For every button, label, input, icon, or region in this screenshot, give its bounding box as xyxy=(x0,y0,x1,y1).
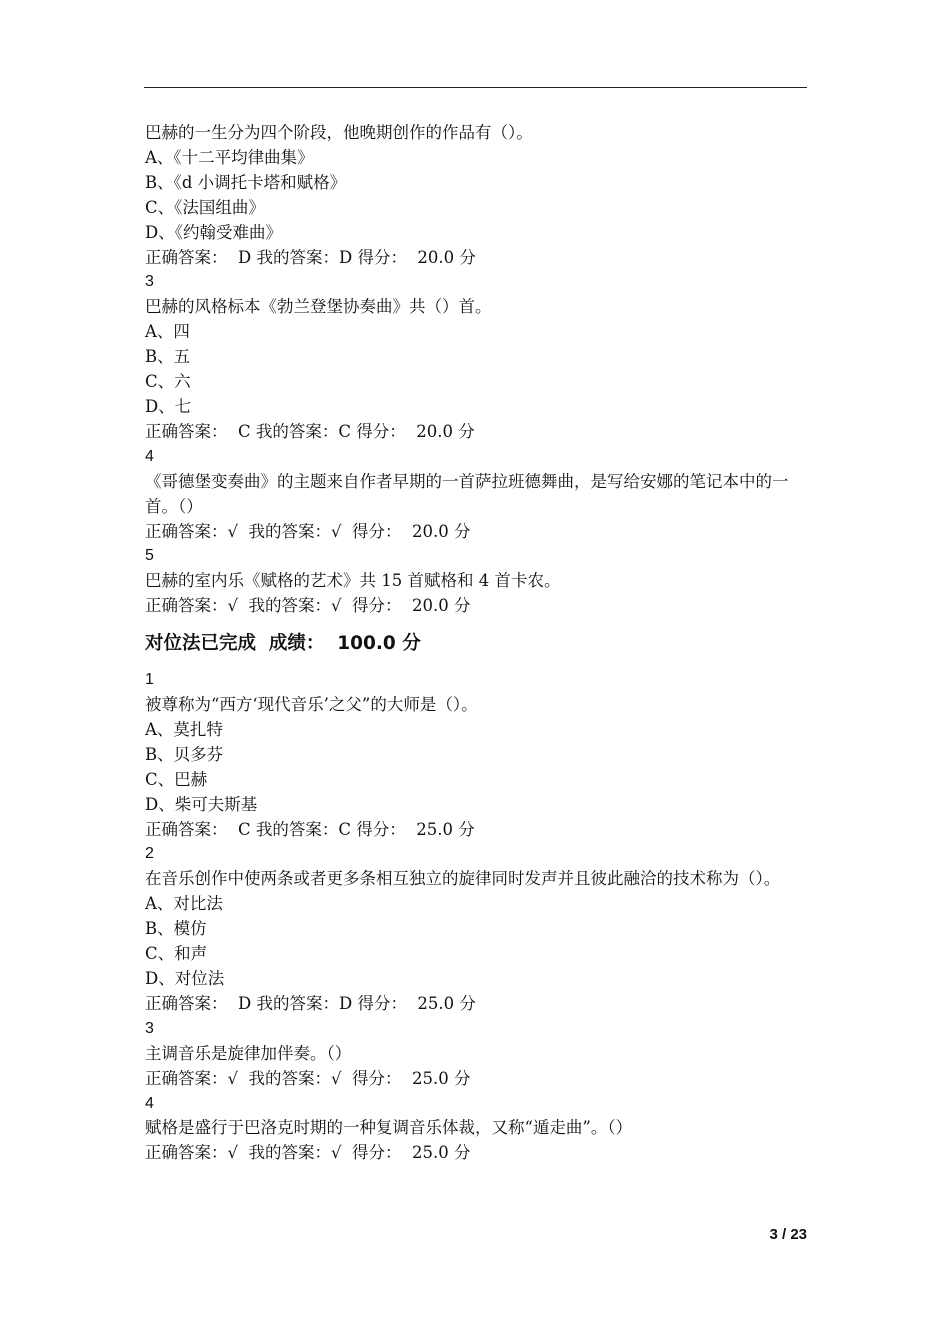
option-d: D、柴可夫斯基 xyxy=(145,794,258,814)
section-title: 对位法已完成 成绩： 100.0 分 xyxy=(145,633,421,655)
answer-line: 正确答案：√ 我的答案：√ 得分： 20.0 分 xyxy=(145,521,471,541)
option-b: B、贝多芬 xyxy=(145,744,224,764)
question-number: 4 xyxy=(145,447,154,465)
option-d: D、七 xyxy=(145,396,192,416)
header-rule xyxy=(144,87,807,88)
question-number: 2 xyxy=(145,845,154,863)
option-a: A、对比法 xyxy=(145,894,223,914)
option-d: D、对位法 xyxy=(145,969,225,988)
question-text: 巴赫的风格标本《勃兰登堡协奏曲》共（）首。 xyxy=(145,297,492,317)
question-text: 被尊称为“西方‘现代音乐’之父”的大师是（）。 xyxy=(145,695,478,715)
option-a: A、《十二平均律曲集》 xyxy=(145,147,314,167)
question-text: 巴赫的室内乐《赋格的艺术》共 15 首赋格和 4 首卡农。 xyxy=(145,571,561,591)
option-c: C、六 xyxy=(145,372,191,392)
answer-line: 正确答案： D 我的答案：D 得分： 20.0 分 xyxy=(145,247,476,267)
question-block xyxy=(145,1092,810,1167)
answer-line: 正确答案： D 我的答案：D 得分： 25.0 分 xyxy=(145,993,476,1013)
option-b: B、《d 小调托卡塔和赋格》 xyxy=(145,172,347,192)
option-b: B、五 xyxy=(145,347,191,367)
option-c: C、《法国组曲》 xyxy=(145,197,265,217)
answer-line: 正确答案：√ 我的答案：√ 得分： 20.0 分 xyxy=(145,596,471,616)
answer-line: 正确答案：√ 我的答案：√ 得分： 25.0 分 xyxy=(145,1143,471,1163)
question-block xyxy=(145,1017,810,1092)
question-number: 3 xyxy=(145,273,154,291)
option-a: A、莫扎特 xyxy=(145,719,223,739)
question-block xyxy=(145,544,810,619)
document-body xyxy=(145,121,810,1166)
option-c: C、和声 xyxy=(145,944,208,964)
question-number: 3 xyxy=(145,1019,154,1037)
question-block xyxy=(145,270,810,444)
answer-line: 正确答案： C 我的答案：C 得分： 20.0 分 xyxy=(145,421,475,441)
question-block xyxy=(145,842,810,1016)
page-number: 3 / 23 xyxy=(769,1226,807,1243)
question-text: 《哥德堡变奏曲》的主题来自作者早期的一首萨拉班德舞曲，是写给安娜的笔记本中的一首。（） xyxy=(145,471,789,516)
question-text: 主调音乐是旋律加伴奏。（） xyxy=(145,1043,352,1063)
question-block xyxy=(145,668,810,842)
question-block xyxy=(145,445,810,545)
option-c: C、巴赫 xyxy=(145,769,208,789)
option-d: D、《约翰受难曲》 xyxy=(145,222,282,242)
answer-line: 正确答案： C 我的答案：C 得分： 25.0 分 xyxy=(145,819,475,839)
answer-line: 正确答案：√ 我的答案：√ 得分： 25.0 分 xyxy=(145,1068,471,1088)
question-text: 巴赫的一生分为四个阶段，他晚期创作的作品有（）。 xyxy=(145,123,533,142)
option-b: B、模仿 xyxy=(145,919,207,939)
question-text: 在音乐创作中使两条或者更多条相互独立的旋律同时发声并且彼此融洽的技术称为（）。 xyxy=(145,869,781,889)
question-block xyxy=(145,121,810,270)
question-number: 5 xyxy=(145,547,154,565)
question-text: 赋格是盛行于巴洛克时期的一种复调音乐体裁，又称“遁走曲”。（） xyxy=(145,1118,633,1138)
question-number: 1 xyxy=(145,671,154,689)
question-number: 4 xyxy=(145,1094,154,1112)
option-a: A、四 xyxy=(145,322,190,342)
